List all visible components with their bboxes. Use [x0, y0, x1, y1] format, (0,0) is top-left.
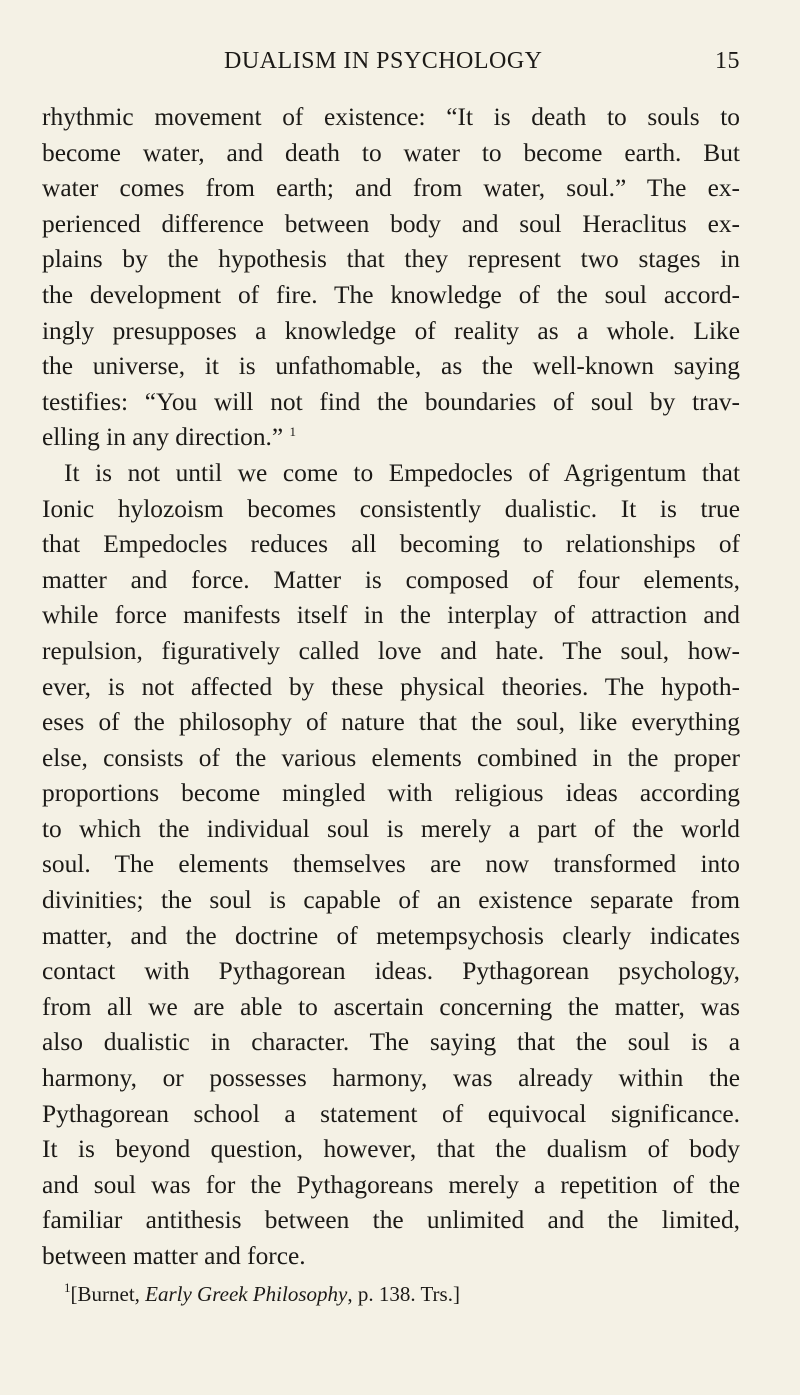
running-head	[42, 40, 740, 80]
text-line: while force manifests itself in the interplay of attraction and	[42, 601, 740, 630]
text-line: the universe, it is unfathomable, as the well-known saying	[42, 352, 740, 381]
text-line: become water, and death to water to become earth. But	[42, 138, 740, 167]
footnote-book-title: Early Greek Philosophy	[145, 1281, 348, 1306]
text-line: familiar antithesis between the unlimited and the limited,	[42, 1206, 740, 1235]
body-text	[42, 100, 740, 1275]
text-line: Pythagorean school a statement of equivocal significance.	[42, 1099, 740, 1128]
running-title: DUALISM IN PSYCHOLOGY	[224, 48, 543, 74]
text-line: Ionic hylozoism becomes consistently dualistic. It is true	[42, 494, 740, 523]
text-line: ever, is not affected by these physical theories. The hypoth-	[42, 672, 740, 701]
text-line-paragraph-end: between matter and force.	[42, 1242, 306, 1270]
text-line: and soul was for the Pythagoreans merely a repetition of the	[42, 1170, 740, 1199]
text-line: repulsion, figuratively called love and hate. The soul, how-	[42, 636, 740, 665]
text-line: contact with Pythagorean ideas. Pythagorean psychology,	[42, 957, 740, 986]
text-line: water comes from earth; and from water, soul.” The ex-	[42, 174, 740, 203]
footnote-reference[interactable]: 1	[289, 424, 296, 440]
text-line: proportions become mingled with religious ideas according	[42, 779, 740, 808]
text-line: matter and force. Matter is composed of four elements,	[42, 565, 740, 594]
text-line: soul. The elements themselves are now transformed into	[42, 850, 740, 879]
text-line: else, consists of the various elements combined in the proper	[42, 743, 740, 772]
text-line: eses of the philosophy of nature that the soul, like everything	[42, 708, 740, 737]
page-number: 15	[715, 48, 740, 74]
text-line: It is beyond question, however, that the dualism of body	[42, 1135, 740, 1164]
footnote	[42, 1279, 740, 1309]
book-page	[42, 40, 740, 1309]
text-line: perienced difference between body and soul Heraclitus ex-	[42, 209, 740, 238]
footnote-citation: , p. 138. Trs.]	[347, 1281, 460, 1306]
text-line-paragraph-start: It is not until we come to Empedocles of Agrigentum that	[64, 458, 740, 487]
text-line-content: elling in any direction.”	[42, 423, 284, 452]
text-line: to which the individual soul is merely a part of the world	[42, 814, 740, 843]
text-line: that Empedocles reduces all becoming to relationships of	[42, 530, 740, 559]
text-line: matter, and the doctrine of metempsychosis clearly indicates	[42, 921, 740, 950]
text-line: ingly presupposes a knowledge of reality as a whole. Like	[42, 316, 740, 345]
text-line: rhythmic movement of existence: “It is death to souls to	[42, 103, 740, 131]
text-line: also dualistic in character. The saying that the soul is a	[42, 1028, 740, 1057]
text-line: testifies: “You will not find the boundaries of soul by trav-	[42, 387, 740, 416]
text-line: plains by the hypothesis that they represent two stages in	[42, 245, 740, 274]
text-line-paragraph-end	[42, 420, 740, 456]
text-line: the development of fire. The knowledge of the soul accord-	[42, 280, 740, 309]
footnote-marker: 1	[64, 1279, 71, 1295]
text-line: harmony, or possesses harmony, was already within the	[42, 1064, 740, 1093]
text-line: from all we are able to ascertain concerning the matter, was	[42, 992, 740, 1021]
footnote-open: [Burnet,	[70, 1281, 146, 1306]
text-line: divinities; the soul is capable of an existence separate from	[42, 886, 740, 915]
